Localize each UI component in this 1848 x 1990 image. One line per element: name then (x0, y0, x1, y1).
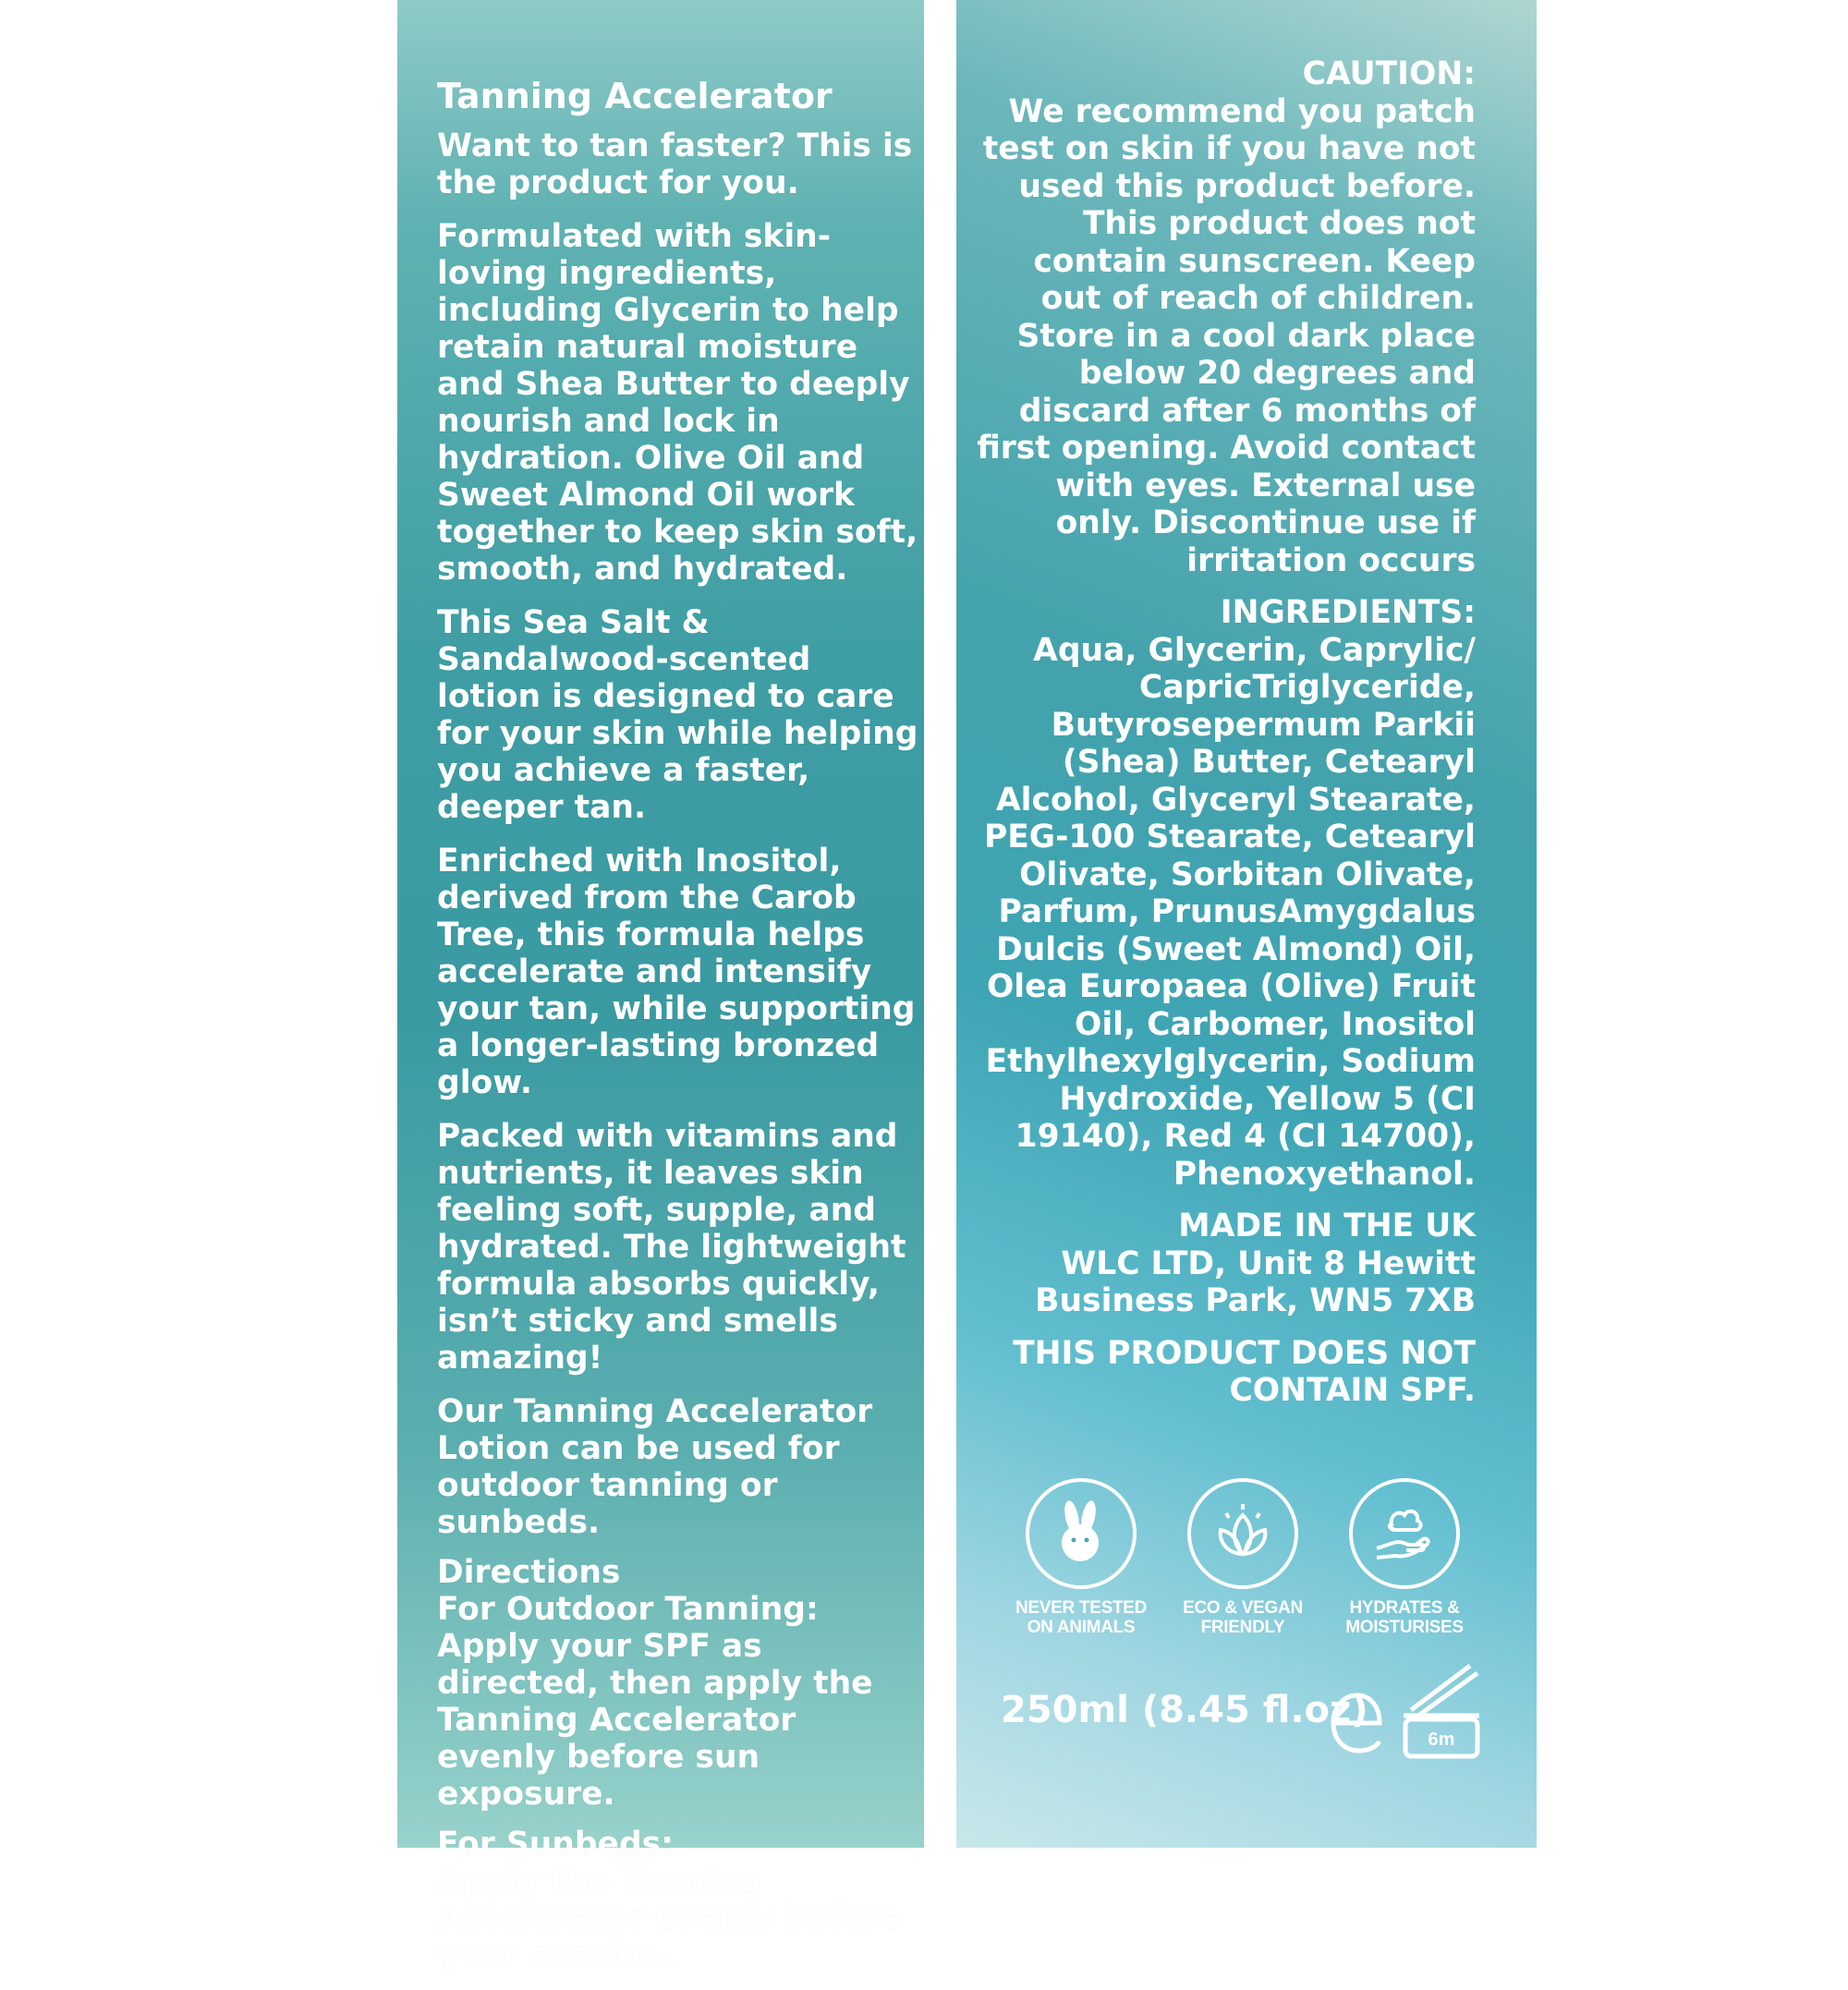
sunbeds-heading: For Sunbeds: (437, 1826, 674, 1863)
caution-text: We recommend you patch test on skin if you have not used this product before. This product does not contain sunscreen. Keep out of reach of children. Store in a cool dark place below 20 degrees and discard after 6 months of first opening. Avoid contact with eyes. External use only. Discontinue use if irritation occurs (977, 92, 1476, 579)
badge-eco-vegan (1164, 1478, 1321, 1637)
badge-row (1003, 1478, 1520, 1644)
right-text-block (977, 55, 1476, 1425)
made-in: MADE IN THE UK (1178, 1207, 1476, 1244)
volume-label: 250ml (8.45 fl.oz) (1001, 1689, 1368, 1731)
ingredients-heading: INGREDIENTS: (1220, 594, 1476, 631)
inositol-paragraph: Enriched with Inositol, derived from the Carob Tree, this formula helps accelerate and intensify your tan, while supporting a longer-lasting bronzed glow. (437, 843, 916, 1101)
badge-label-not-tested: NEVER TESTED ON ANIMALS (1015, 1598, 1148, 1637)
formulation-paragraph: Formulated with skin-loving ingredients, including Glycerin to help retain natural moisture and Shea Butter to deeply nourish and lock in hydration. Olive Oil and Sweet Almond Oil work together to keep skin soft, smooth, and hydrated. (437, 218, 918, 588)
estimated-sign-icon (1333, 1695, 1380, 1751)
company-address: WLC LTD, Unit 8 Hewitt Business Park, WN5 7XB (1035, 1244, 1476, 1319)
usage-paragraph: Our Tanning Accelerator Lotion can be used for outdoor tanning or sunbeds. (437, 1393, 873, 1541)
ingredients-text: Aqua, Glycerin, Caprylic/ CapricTriglyceride, Butyrosepermum Parkii (Shea) Butter, Cetearyl Alcohol, Glyceryl Stearate, PEG-100 Stearate, Cetearyl Olivate, Sorbitan Olivate, Parfum, PrunusAmygdalus Dulcis (Sweet Almond) Oil, Olea Europaea (Olive) Fruit Oil, Carbomer, Inositol Ethylhexylglycerin, Sodium Hydroxide, Yellow 5 (CI 19140), Red 4 (CI 14700), Phenoxyethanol. (983, 631, 1476, 1193)
scent-paragraph: This Sea Salt & Sandalwood-scented lotion is designed to care for your skin while helping you achieve a faster, deeper tan. (437, 604, 918, 826)
spf-notice: THIS PRODUCT DOES NOT CONTAIN SPF. (1013, 1334, 1476, 1409)
badge-not-tested (1003, 1478, 1160, 1637)
left-label-panel (397, 0, 924, 1973)
product-title: Tanning Accelerator (437, 76, 833, 116)
badge-label-eco-vegan: ECO & VEGAN FRIENDLY (1183, 1598, 1303, 1637)
badge-hydrates (1326, 1478, 1483, 1637)
left-text-block (437, 78, 922, 1990)
pao-label: 6m (1428, 1729, 1455, 1750)
caution-heading: CAUTION: (1302, 55, 1476, 92)
estimated-and-pao (1326, 1658, 1511, 1764)
intro-paragraph: Want to tan faster? This is the product for you. (437, 127, 913, 201)
right-label-panel (956, 0, 1537, 1848)
outdoor-text: Apply your SPF as directed, then apply the Tanning Accelerator evenly before sun exposure. (437, 1628, 873, 1813)
leaf-icon (1187, 1478, 1298, 1589)
sunbeds-text: Apply the Tanning Accelerator evenly before your session. (437, 1863, 903, 1973)
bunny-icon (1026, 1478, 1137, 1589)
outdoor-heading: For Outdoor Tanning: (437, 1591, 819, 1628)
badge-label-hydrates: HYDRATES & MOISTURISES (1345, 1598, 1464, 1637)
directions-heading: Directions (437, 1554, 621, 1591)
vitamins-paragraph: Packed with vitamins and nutrients, it leaves skin feeling soft, supple, and hydrated. The lightweight formula absorbs quickly, isn’t sticky and smells amazing! (437, 1118, 906, 1377)
hand-cream-icon (1349, 1478, 1460, 1589)
